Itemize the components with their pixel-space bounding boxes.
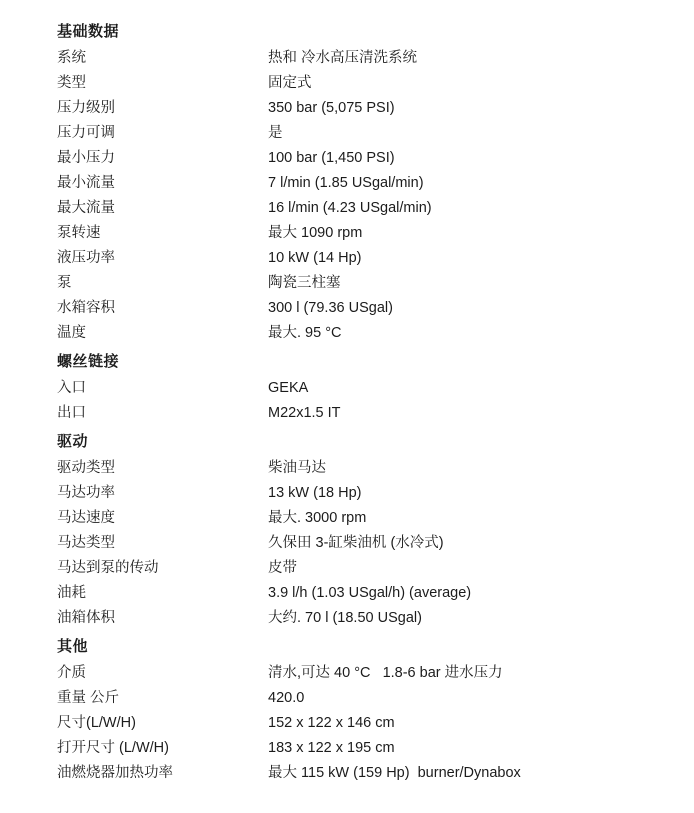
- spec-value: 183 x 122 x 195 cm: [268, 740, 395, 756]
- spec-row: [57, 146, 684, 171]
- spec-row: [57, 96, 684, 121]
- spec-value: 3.9 l/h (1.03 USgal/h) (average): [268, 585, 472, 601]
- spec-row: [57, 171, 684, 196]
- spec-label: 泵: [57, 275, 72, 291]
- spec-row: [57, 506, 684, 531]
- spec-row: [57, 196, 684, 221]
- spec-row: [57, 376, 684, 401]
- spec-value: 10 kW (14 Hp): [268, 250, 362, 266]
- spec-label: 马达到泵的传动: [57, 560, 159, 576]
- spec-label: 最大流量: [57, 200, 115, 216]
- spec-label: 压力级别: [57, 100, 115, 116]
- spec-value: M22x1.5 IT: [268, 405, 341, 421]
- spec-row: [57, 711, 684, 736]
- spec-label: 尺寸(L/W/H): [57, 715, 136, 731]
- section-title: 驱动: [57, 433, 89, 450]
- spec-row: [57, 581, 684, 606]
- spec-value: 152 x 122 x 146 cm: [268, 715, 395, 731]
- spec-row: [57, 321, 684, 346]
- section-title: 其他: [57, 638, 89, 655]
- spec-value: 是: [268, 125, 283, 141]
- section-title: 螺丝链接: [57, 353, 120, 370]
- spec-row: [57, 556, 684, 581]
- spec-value: 皮带: [268, 560, 297, 576]
- spec-value: 大约. 70 l (18.50 USgal): [268, 610, 422, 626]
- spec-label: 马达功率: [57, 485, 115, 501]
- spec-label: 打开尺寸 (L/W/H): [57, 740, 169, 756]
- spec-row: [57, 296, 684, 321]
- spec-label: 温度: [57, 325, 86, 341]
- spec-row: [57, 401, 684, 426]
- spec-label: 出口: [57, 405, 86, 421]
- spec-label: 入口: [57, 380, 86, 396]
- spec-label: 系统: [57, 50, 86, 66]
- spec-label: 泵转速: [57, 225, 101, 241]
- spec-row: [57, 271, 684, 296]
- spec-row: [57, 531, 684, 556]
- spec-row: [57, 661, 684, 686]
- spec-value: 久保田 3-缸柴油机 (水冷式): [268, 535, 444, 551]
- spec-value: 清水,可达 40 °C 1.8-6 bar 进水压力: [268, 665, 503, 681]
- spec-row: [57, 46, 684, 71]
- spec-label: 水箱容积: [57, 300, 115, 316]
- spec-value: 7 l/min (1.85 USgal/min): [268, 175, 424, 191]
- spec-label: 油燃烧器加热功率: [57, 765, 173, 781]
- spec-row: [57, 71, 684, 96]
- spec-label: 马达速度: [57, 510, 115, 526]
- section-title: 基础数据: [57, 23, 120, 40]
- spec-value: 固定式: [268, 75, 312, 91]
- spec-value: 最大. 3000 rpm: [268, 510, 367, 526]
- spec-value: GEKA: [268, 380, 309, 396]
- spec-label: 驱动类型: [57, 460, 115, 476]
- spec-row: [57, 221, 684, 246]
- spec-value: 300 l (79.36 USgal): [268, 300, 393, 316]
- spec-row: [57, 761, 684, 786]
- spec-label: 最小流量: [57, 175, 115, 191]
- spec-label: 压力可调: [57, 125, 115, 141]
- spec-label: 液压功率: [57, 250, 115, 266]
- spec-value: 100 bar (1,450 PSI): [268, 150, 395, 166]
- spec-value: 最大. 95 °C: [268, 325, 342, 341]
- spec-value: 13 kW (18 Hp): [268, 485, 362, 501]
- spec-value: 热和 冷水高压清洗系统: [268, 50, 418, 66]
- spec-value: 16 l/min (4.23 USgal/min): [268, 200, 432, 216]
- spec-row: [57, 481, 684, 506]
- spec-row: [57, 121, 684, 146]
- spec-value: 350 bar (5,075 PSI): [268, 100, 395, 116]
- spec-row: [57, 686, 684, 711]
- spec-label: 介质: [57, 665, 86, 681]
- spec-label: 类型: [57, 75, 86, 91]
- spec-label: 油耗: [57, 585, 86, 601]
- spec-label: 马达类型: [57, 535, 115, 551]
- spec-value: 420.0: [268, 690, 305, 706]
- spec-value: 最大 115 kW (159 Hp) burner/Dynabox: [268, 765, 521, 781]
- spec-label: 油箱体积: [57, 610, 115, 626]
- spec-row: [57, 246, 684, 271]
- spec-row: [57, 456, 684, 481]
- spec-value: 柴油马达: [268, 460, 326, 476]
- spec-label: 重量 公斤: [57, 690, 120, 706]
- spec-row: [57, 606, 684, 631]
- spec-label: 最小压力: [57, 150, 115, 166]
- spec-row: [57, 736, 684, 761]
- spec-value: 最大 1090 rpm: [268, 225, 363, 241]
- spec-value: 陶瓷三柱塞: [268, 275, 341, 291]
